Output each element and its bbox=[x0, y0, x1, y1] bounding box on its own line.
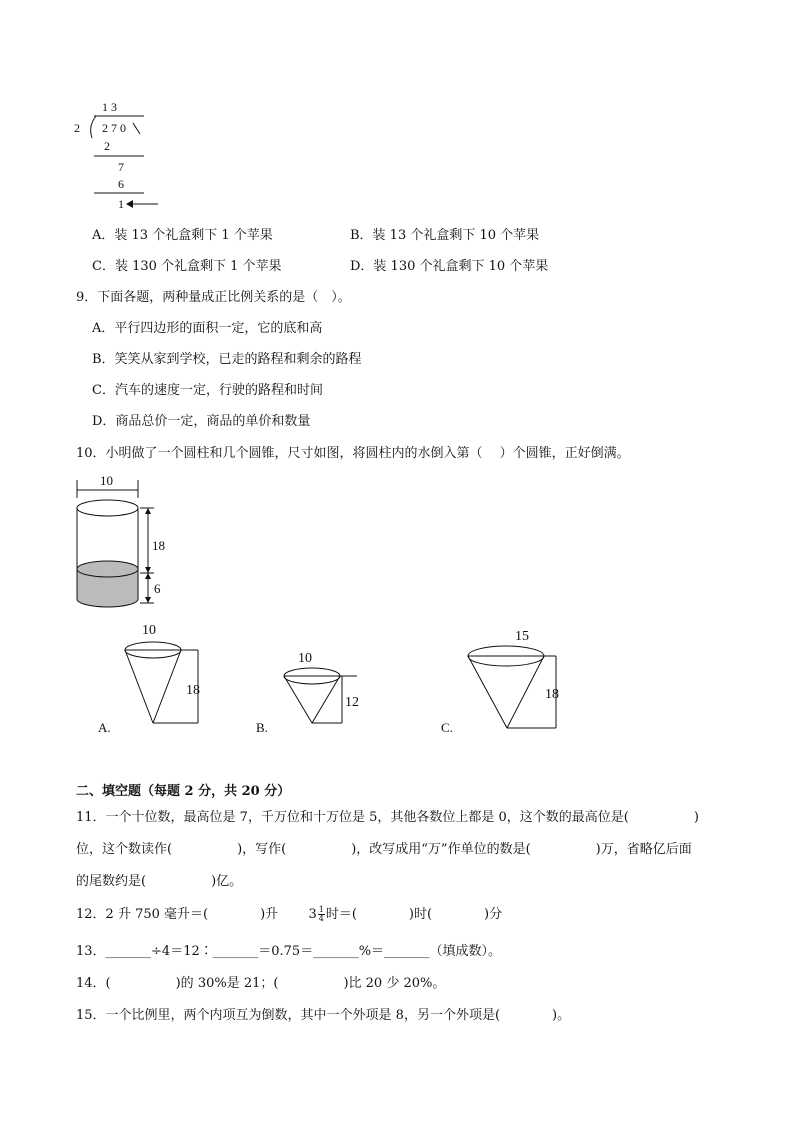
q8-option-a: A．装 13 个礼盒剩下 1 个苹果 bbox=[92, 228, 273, 243]
q9-option-b: B．笑笑从家到学校，已走的路程和剩余的路程 bbox=[92, 352, 362, 367]
cylinder-water bbox=[77, 561, 138, 607]
cylinder-water-height-label: 6 bbox=[154, 581, 161, 596]
cone-c-figure bbox=[435, 618, 595, 742]
arrow-down-icon bbox=[145, 597, 151, 603]
section-2-title: 二、填空题（每题 2 分，共 20 分） bbox=[76, 784, 291, 799]
division-remainder: 1 bbox=[118, 197, 124, 211]
fraction-numerator: 1 bbox=[318, 905, 324, 914]
arrow-up-icon bbox=[145, 508, 151, 514]
q13: 13．_______÷4＝12∶_______＝0.75＝_______%＝_______（填成数）。 bbox=[76, 944, 502, 959]
cylinder-empty-height-label: 18 bbox=[152, 538, 165, 553]
q9-option-c: C．汽车的速度一定，行驶的路程和时间 bbox=[92, 383, 323, 398]
cone-a-left-side bbox=[125, 650, 153, 723]
arrow-up-icon bbox=[145, 573, 151, 579]
q12-part1: 12．2 升 750 毫升＝( )升 bbox=[76, 907, 279, 922]
division-divisor: 2 bbox=[74, 121, 80, 135]
cone-a-diameter-label: 10 bbox=[142, 623, 156, 638]
cone-c-left-side bbox=[468, 656, 507, 728]
cone-a-figure bbox=[90, 618, 230, 742]
strike-mark bbox=[133, 123, 140, 134]
division-quotient: 1 3 bbox=[102, 100, 117, 114]
arrow-down-icon bbox=[145, 567, 151, 573]
fraction bbox=[318, 906, 325, 923]
q12 bbox=[76, 906, 502, 923]
q10-stem: 10．小明做了一个圆柱和几个圆锥，尺寸如图，将圆柱内的水倒入第（ ）个圆锥，正好倒满。 bbox=[76, 446, 630, 461]
cone-a-label: A. bbox=[98, 720, 111, 735]
q8-option-d: D．装 130 个礼盒剩下 10 个苹果 bbox=[350, 259, 549, 274]
cone-c-diameter-label: 15 bbox=[515, 629, 529, 644]
q11-line2: 位，这个数读作( )，写作( )，改写成用“万”作单位的数是( )万，省略亿后面 bbox=[76, 842, 692, 857]
division-step3: 6 bbox=[118, 177, 124, 191]
q9-stem: 9．下面各题，两种量成正比例关系的是（ ）。 bbox=[76, 290, 351, 305]
q12-part2: 时＝( )时( )分 bbox=[325, 907, 503, 922]
cylinder-top bbox=[77, 500, 138, 516]
q11-line3: 的尾数约是( )亿。 bbox=[76, 874, 243, 889]
division-step2: 7 bbox=[118, 160, 124, 174]
cone-c-right-side bbox=[507, 656, 544, 728]
q9-option-d: D．商品总价一定，商品的单价和数量 bbox=[92, 414, 311, 429]
cone-c-label: C. bbox=[441, 720, 453, 735]
q9-option-a: A．平行四边形的面积一定，它的底和高 bbox=[92, 321, 323, 336]
cone-b-label: B. bbox=[256, 720, 268, 735]
q14: 14．( )的 30%是 21；( )比 20 少 20%。 bbox=[76, 976, 446, 991]
cylinder-diameter-label: 10 bbox=[100, 473, 113, 488]
cone-b-figure bbox=[250, 646, 380, 742]
q11-line1: 11．一个十位数，最高位是 7，千万位和十万位是 5，其他各数位上都是 0，这个数的最高位是( ) bbox=[76, 810, 699, 825]
q12-mixed-whole: 3 bbox=[308, 907, 317, 922]
division-bracket bbox=[91, 116, 96, 138]
cone-b-height-label: 12 bbox=[345, 695, 359, 710]
cone-a-right-side bbox=[153, 650, 181, 723]
division-step1: 2 bbox=[104, 139, 110, 153]
fraction-denominator: 4 bbox=[318, 914, 324, 923]
q8-option-b: B．装 13 个礼盒剩下 10 个苹果 bbox=[350, 228, 540, 243]
cone-b-diameter-label: 10 bbox=[298, 651, 312, 666]
q8-option-c: C．装 130 个礼盒剩下 1 个苹果 bbox=[92, 259, 282, 274]
long-division-figure bbox=[70, 96, 170, 214]
arrow-head-icon bbox=[126, 200, 133, 208]
division-dividend: 2 7 0 bbox=[102, 121, 126, 135]
cylinder-figure bbox=[70, 472, 180, 612]
q15: 15．一个比例里，两个内项互为倒数，其中一个外项是 8，另一个外项是( )。 bbox=[76, 1008, 571, 1023]
cone-a-height-label: 18 bbox=[186, 683, 200, 698]
cone-c-height-label: 18 bbox=[545, 687, 559, 702]
